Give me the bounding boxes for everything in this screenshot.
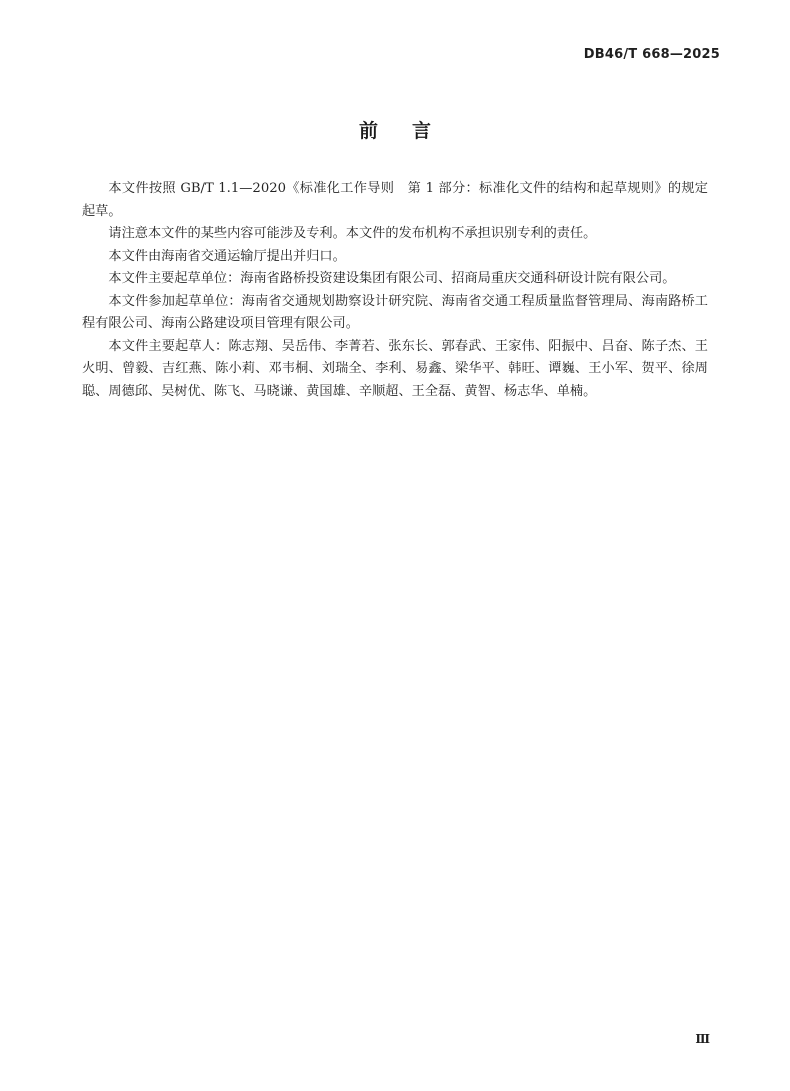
page-title: 前言	[358, 120, 465, 142]
paragraph-proposer: 本文件由海南省交通运输厅提出并归口。	[108, 248, 346, 264]
paragraph-participating-units: 本文件参加起草单位：海南省交通规划勘察设计研究院、海南省交通工程质量监督管理局、海南路桥工程有限公司、海南公路建设项目管理有限公司。	[82, 293, 708, 331]
paragraph-main-drafting-units: 本文件主要起草单位：海南省路桥投资建设集团有限公司、招商局重庆交通科研设计院有限公司。	[108, 271, 676, 286]
document-body	[82, 178, 708, 403]
page-number: Ⅲ	[695, 1032, 710, 1046]
paragraph-main-drafters: 本文件主要起草人：陈志翔、吴岳伟、李菁若、张东长、郭春武、王家伟、阳振中、吕奋、陈子杰、王火明、曾毅、吉红燕、陈小莉、邓韦桐、刘瑞全、李利、易鑫、梁华平、韩旺、谭巍、王小军、贺平、徐周聪、周德邱、吴树优、陈飞、马晓谦、黄国雄、辛顺超、王全磊、黄智、杨志华、单楠。	[82, 338, 708, 399]
document-code: DB46/T 668—2025	[583, 47, 720, 62]
paragraph-patent-notice: 请注意本文件的某些内容可能涉及专利。本文件的发布机构不承担识别专利的责任。	[108, 226, 597, 241]
paragraph-drafting-rules: 本文件按照 GB/T 1.1—2020《标准化工作导则 第 1 部分：标准化文件的结构和起草规则》的规定起草。	[82, 181, 708, 219]
